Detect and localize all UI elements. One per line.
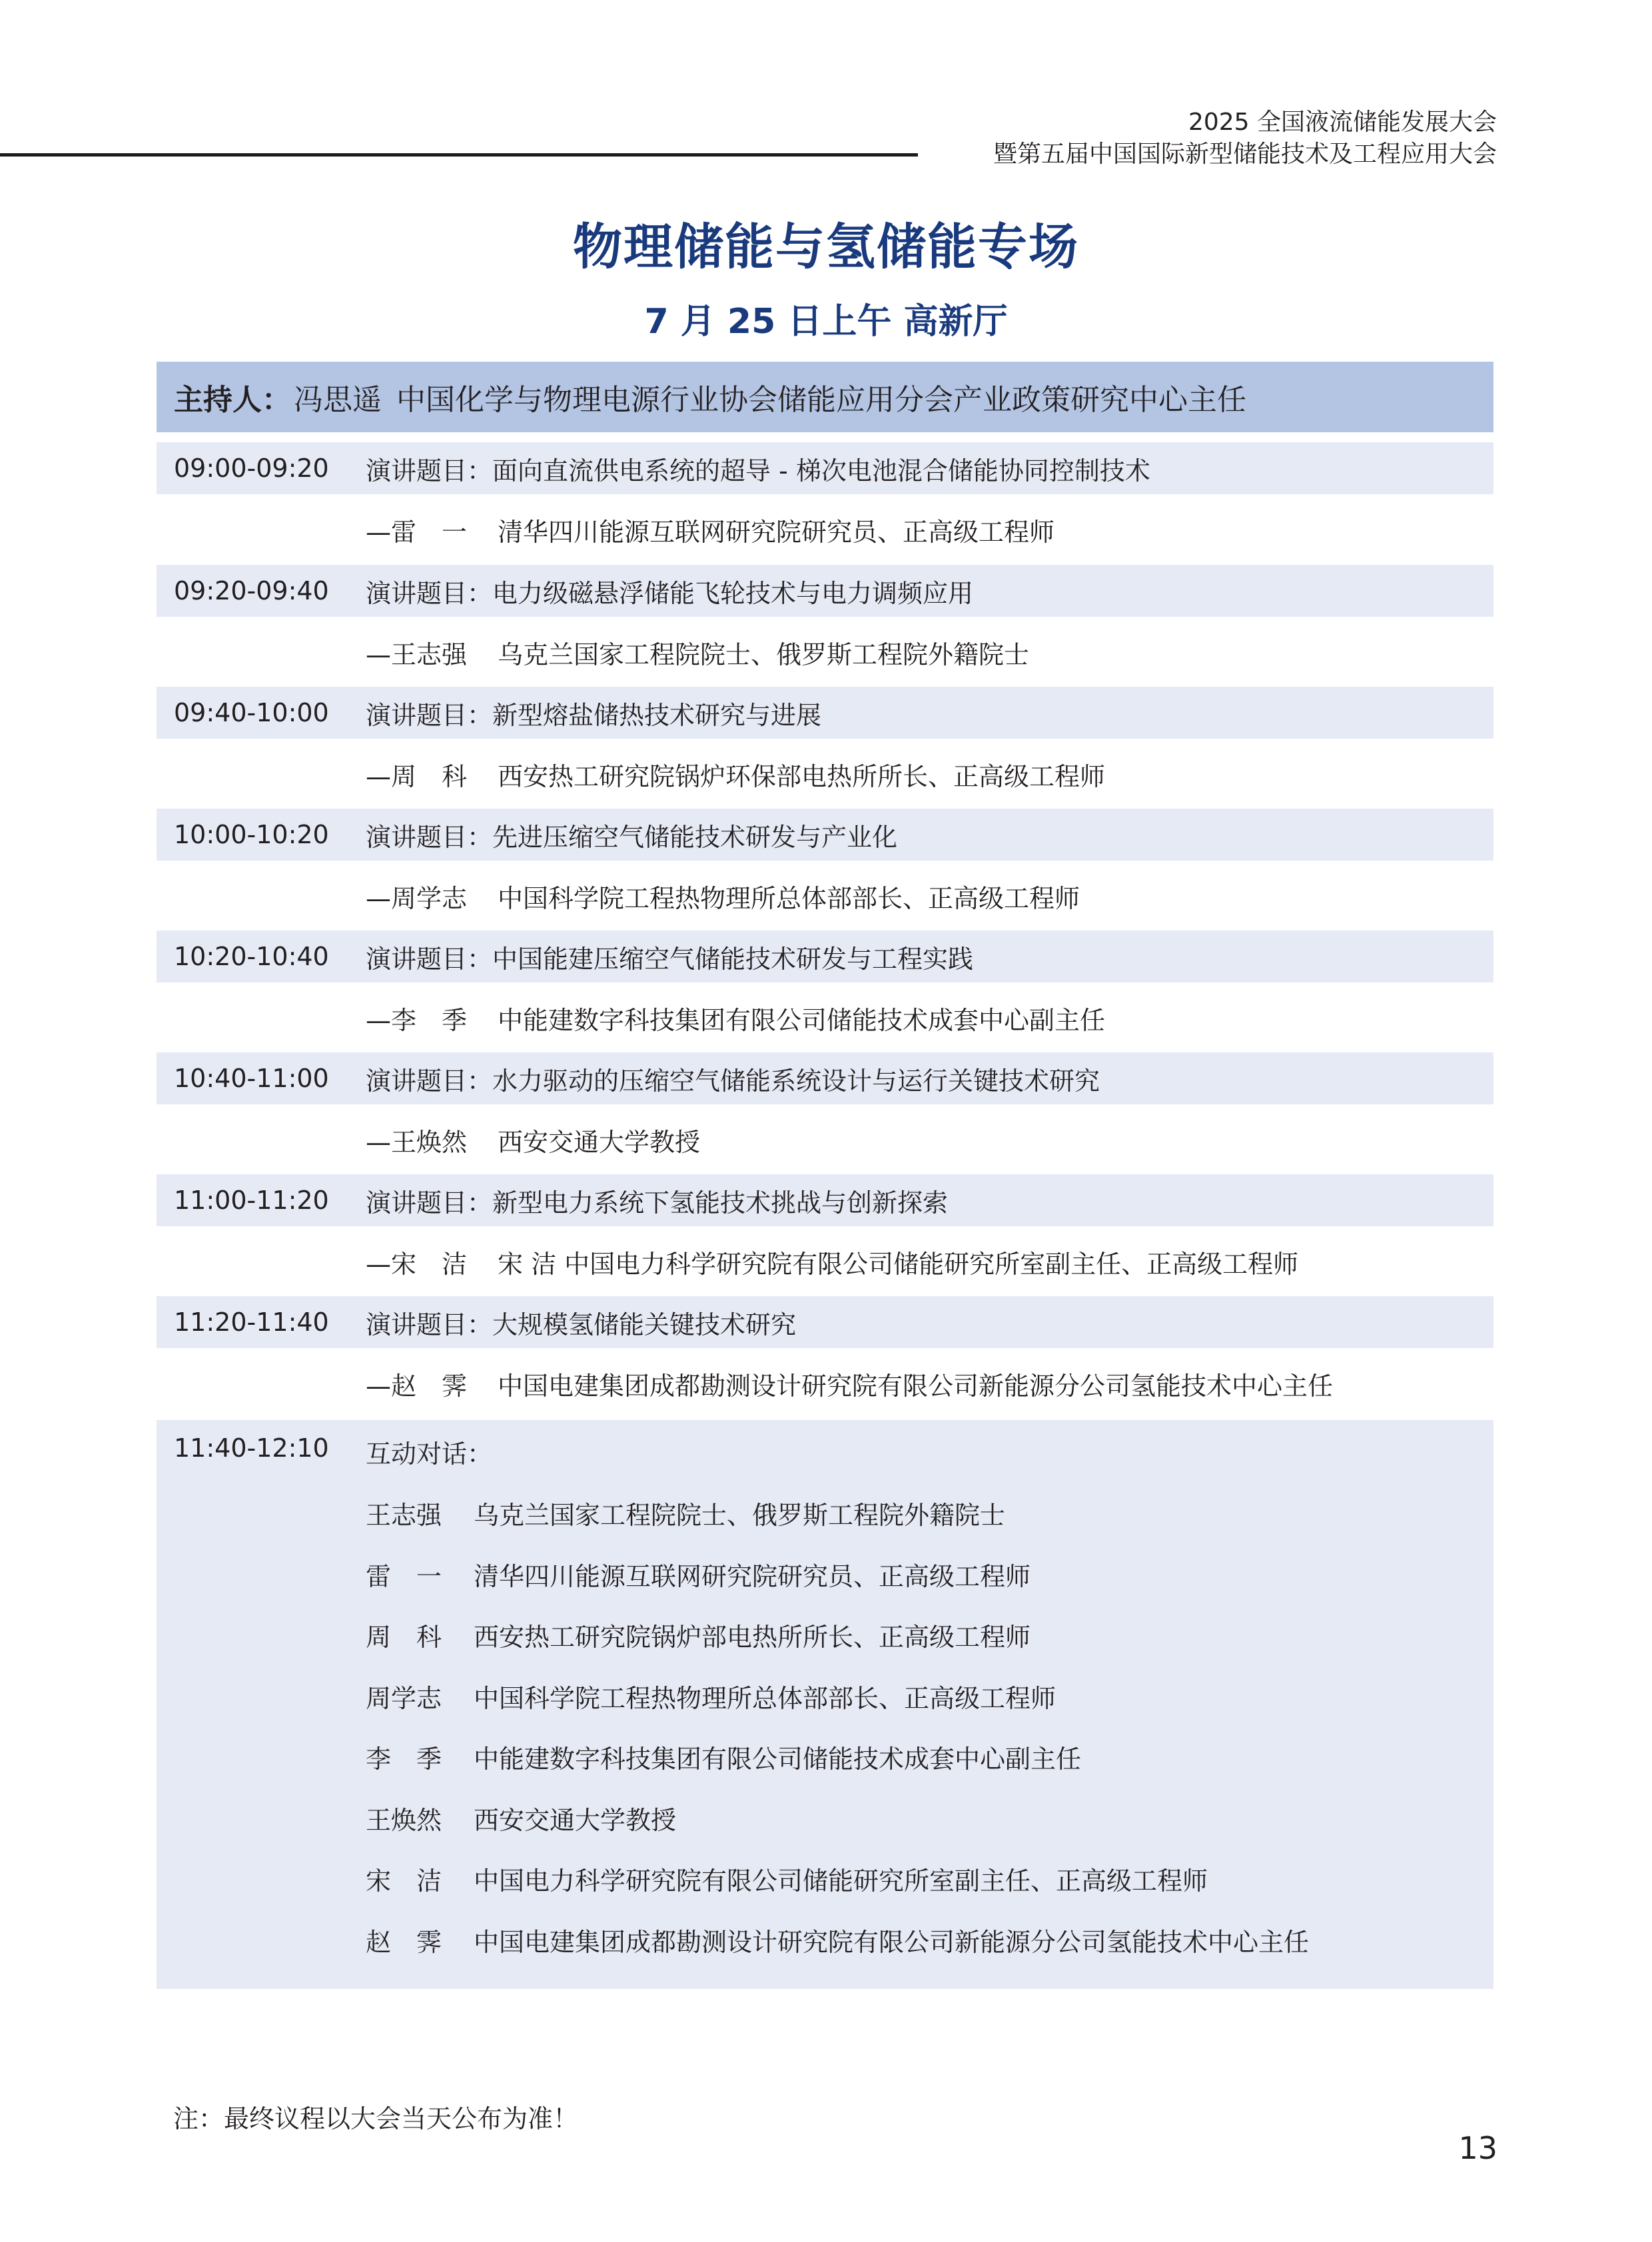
panel-member-name: 宋 洁 bbox=[366, 1866, 442, 1896]
agenda-time: 11:20-11:40 bbox=[174, 1308, 329, 1337]
panel-time: 11:40-12:10 bbox=[174, 1433, 329, 1463]
panel-member-org: 中国科学院工程热物理所总体部部长、正高级工程师 bbox=[474, 1684, 1056, 1713]
panel-member-org: 乌克兰国家工程院院士、俄罗斯工程院外籍院士 bbox=[474, 1501, 1006, 1530]
agenda-topic: 演讲题目：新型熔盐储热技术研究与进展 bbox=[366, 700, 822, 730]
panel-member bbox=[366, 1738, 1081, 1775]
agenda-topic: 演讲题目：面向直流供电系统的超导 - 梯次电池混合储能协同控制技术 bbox=[366, 456, 1150, 486]
session-subtitle: 7 月 25 日上午 高新厅 bbox=[644, 302, 1008, 342]
panel-member bbox=[366, 1556, 1031, 1593]
agenda-topic-row bbox=[157, 565, 1493, 617]
agenda-speaker-row bbox=[157, 1114, 1493, 1166]
agenda-topic-row bbox=[157, 1296, 1493, 1348]
host-label: 主持人： bbox=[174, 383, 291, 417]
header-divider bbox=[0, 153, 918, 157]
page-number: 13 bbox=[1458, 2130, 1497, 2166]
panel-member bbox=[366, 1800, 676, 1836]
agenda-topic: 演讲题目：新型电力系统下氢能技术挑战与创新探索 bbox=[366, 1188, 949, 1218]
agenda-topic-row bbox=[157, 687, 1493, 739]
agenda-topic: 演讲题目：中国能建压缩空气储能技术研发与工程实践 bbox=[366, 944, 974, 974]
agenda-speaker-row bbox=[157, 992, 1493, 1044]
agenda-topic: 演讲题目：水力驱动的压缩空气储能系统设计与运行关键技术研究 bbox=[366, 1066, 1100, 1096]
panel-member-name: 周 科 bbox=[366, 1623, 442, 1652]
conference-title bbox=[993, 107, 1497, 171]
panel-member-name: 王志强 bbox=[366, 1501, 442, 1530]
panel-member bbox=[366, 1678, 1056, 1714]
speaker-name: —宋 洁 bbox=[366, 1249, 468, 1279]
agenda-speaker-row bbox=[157, 870, 1493, 922]
agenda-topic: 演讲题目：电力级磁悬浮储能飞轮技术与电力调频应用 bbox=[366, 578, 974, 608]
panel-member-org: 中国电建集团成都勘测设计研究院有限公司新能源分公司氢能技术中心主任 bbox=[474, 1928, 1310, 1957]
panel-discussion bbox=[157, 1420, 1493, 1989]
speaker-org: 清华四川能源互联网研究院研究员、正高级工程师 bbox=[498, 517, 1055, 547]
speaker-org: 西安热工研究院锅炉环保部电热所所长、正高级工程师 bbox=[498, 761, 1106, 791]
host-name: 冯思遥 bbox=[294, 383, 382, 417]
panel-member-org: 西安交通大学教授 bbox=[474, 1806, 677, 1835]
agenda-topic-row bbox=[157, 809, 1493, 861]
host-bar bbox=[157, 362, 1493, 432]
agenda-speaker-row bbox=[157, 1357, 1493, 1409]
agenda-time: 09:00-09:20 bbox=[174, 454, 329, 483]
panel-member-org: 西安热工研究院锅炉部电热所所长、正高级工程师 bbox=[474, 1623, 1031, 1652]
agenda-speaker-row bbox=[157, 504, 1493, 556]
host-title: 中国化学与物理电源行业协会储能应用分会产业政策研究中心主任 bbox=[396, 383, 1246, 417]
panel-member-org: 中国电力科学研究院有限公司储能研究所室副主任、正高级工程师 bbox=[474, 1866, 1208, 1896]
agenda-topic: 演讲题目：大规模氢储能关键技术研究 bbox=[366, 1309, 797, 1339]
speaker-org: 中国电建集团成都勘测设计研究院有限公司新能源分公司氢能技术中心主任 bbox=[498, 1371, 1334, 1401]
agenda-time: 09:40-10:00 bbox=[174, 698, 329, 727]
panel-label: 互动对话： bbox=[366, 1439, 493, 1469]
agenda-topic: 演讲题目：先进压缩空气储能技术研发与产业化 bbox=[366, 822, 898, 852]
agenda-topic-row bbox=[157, 1174, 1493, 1226]
agenda-time: 10:20-10:40 bbox=[174, 942, 329, 971]
speaker-name: —赵 霁 bbox=[366, 1371, 468, 1401]
panel-member-org: 清华四川能源互联网研究院研究员、正高级工程师 bbox=[474, 1562, 1031, 1591]
panel-member-name: 李 季 bbox=[366, 1744, 442, 1774]
agenda-topic-row bbox=[157, 1052, 1493, 1104]
agenda-time: 11:00-11:20 bbox=[174, 1186, 329, 1215]
agenda-topic-row bbox=[157, 442, 1493, 494]
speaker-name: —王焕然 bbox=[366, 1127, 468, 1157]
panel-member bbox=[366, 1495, 1005, 1531]
panel-member-org: 中能建数字科技集团有限公司储能技术成套中心副主任 bbox=[474, 1744, 1082, 1774]
panel-member bbox=[366, 1860, 1208, 1897]
speaker-name: —周学志 bbox=[366, 883, 468, 913]
conference-title-line2: 暨第五届中国国际新型储能技术及工程应用大会 bbox=[993, 141, 1497, 168]
speaker-name: —周 科 bbox=[366, 761, 468, 791]
panel-member bbox=[366, 1617, 1031, 1653]
speaker-name: —王志强 bbox=[366, 639, 468, 669]
agenda-speaker-row bbox=[157, 626, 1493, 678]
agenda-speaker-row bbox=[157, 1236, 1493, 1288]
panel-member-name: 雷 一 bbox=[366, 1562, 442, 1591]
footnote: 注：最终议程以大会当天公布为准！ bbox=[173, 2104, 579, 2133]
agenda-speaker-row bbox=[157, 748, 1493, 800]
speaker-org: 乌克兰国家工程院院士、俄罗斯工程院外籍院士 bbox=[498, 639, 1030, 669]
speaker-name: —李 季 bbox=[366, 1005, 468, 1035]
speaker-org: 西安交通大学教授 bbox=[498, 1127, 701, 1157]
session-title: 物理储能与氢储能专场 bbox=[573, 218, 1079, 276]
panel-member bbox=[366, 1922, 1309, 1958]
conference-title-line1: 2025 全国液流储能发展大会 bbox=[1188, 109, 1497, 136]
agenda-time: 10:40-11:00 bbox=[174, 1064, 329, 1093]
panel-member-name: 王焕然 bbox=[366, 1806, 442, 1835]
speaker-org: 宋 洁 中国电力科学研究院有限公司储能研究所室副主任、正高级工程师 bbox=[498, 1249, 1299, 1279]
panel-member-name: 周学志 bbox=[366, 1684, 442, 1713]
panel-member-name: 赵 霁 bbox=[366, 1928, 442, 1957]
speaker-org: 中国科学院工程热物理所总体部部长、正高级工程师 bbox=[498, 883, 1080, 913]
agenda-time: 10:00-10:20 bbox=[174, 820, 329, 849]
agenda-time: 09:20-09:40 bbox=[174, 576, 329, 605]
speaker-name: —雷 一 bbox=[366, 517, 468, 547]
agenda-topic-row bbox=[157, 931, 1493, 982]
speaker-org: 中能建数字科技集团有限公司储能技术成套中心副主任 bbox=[498, 1005, 1106, 1035]
